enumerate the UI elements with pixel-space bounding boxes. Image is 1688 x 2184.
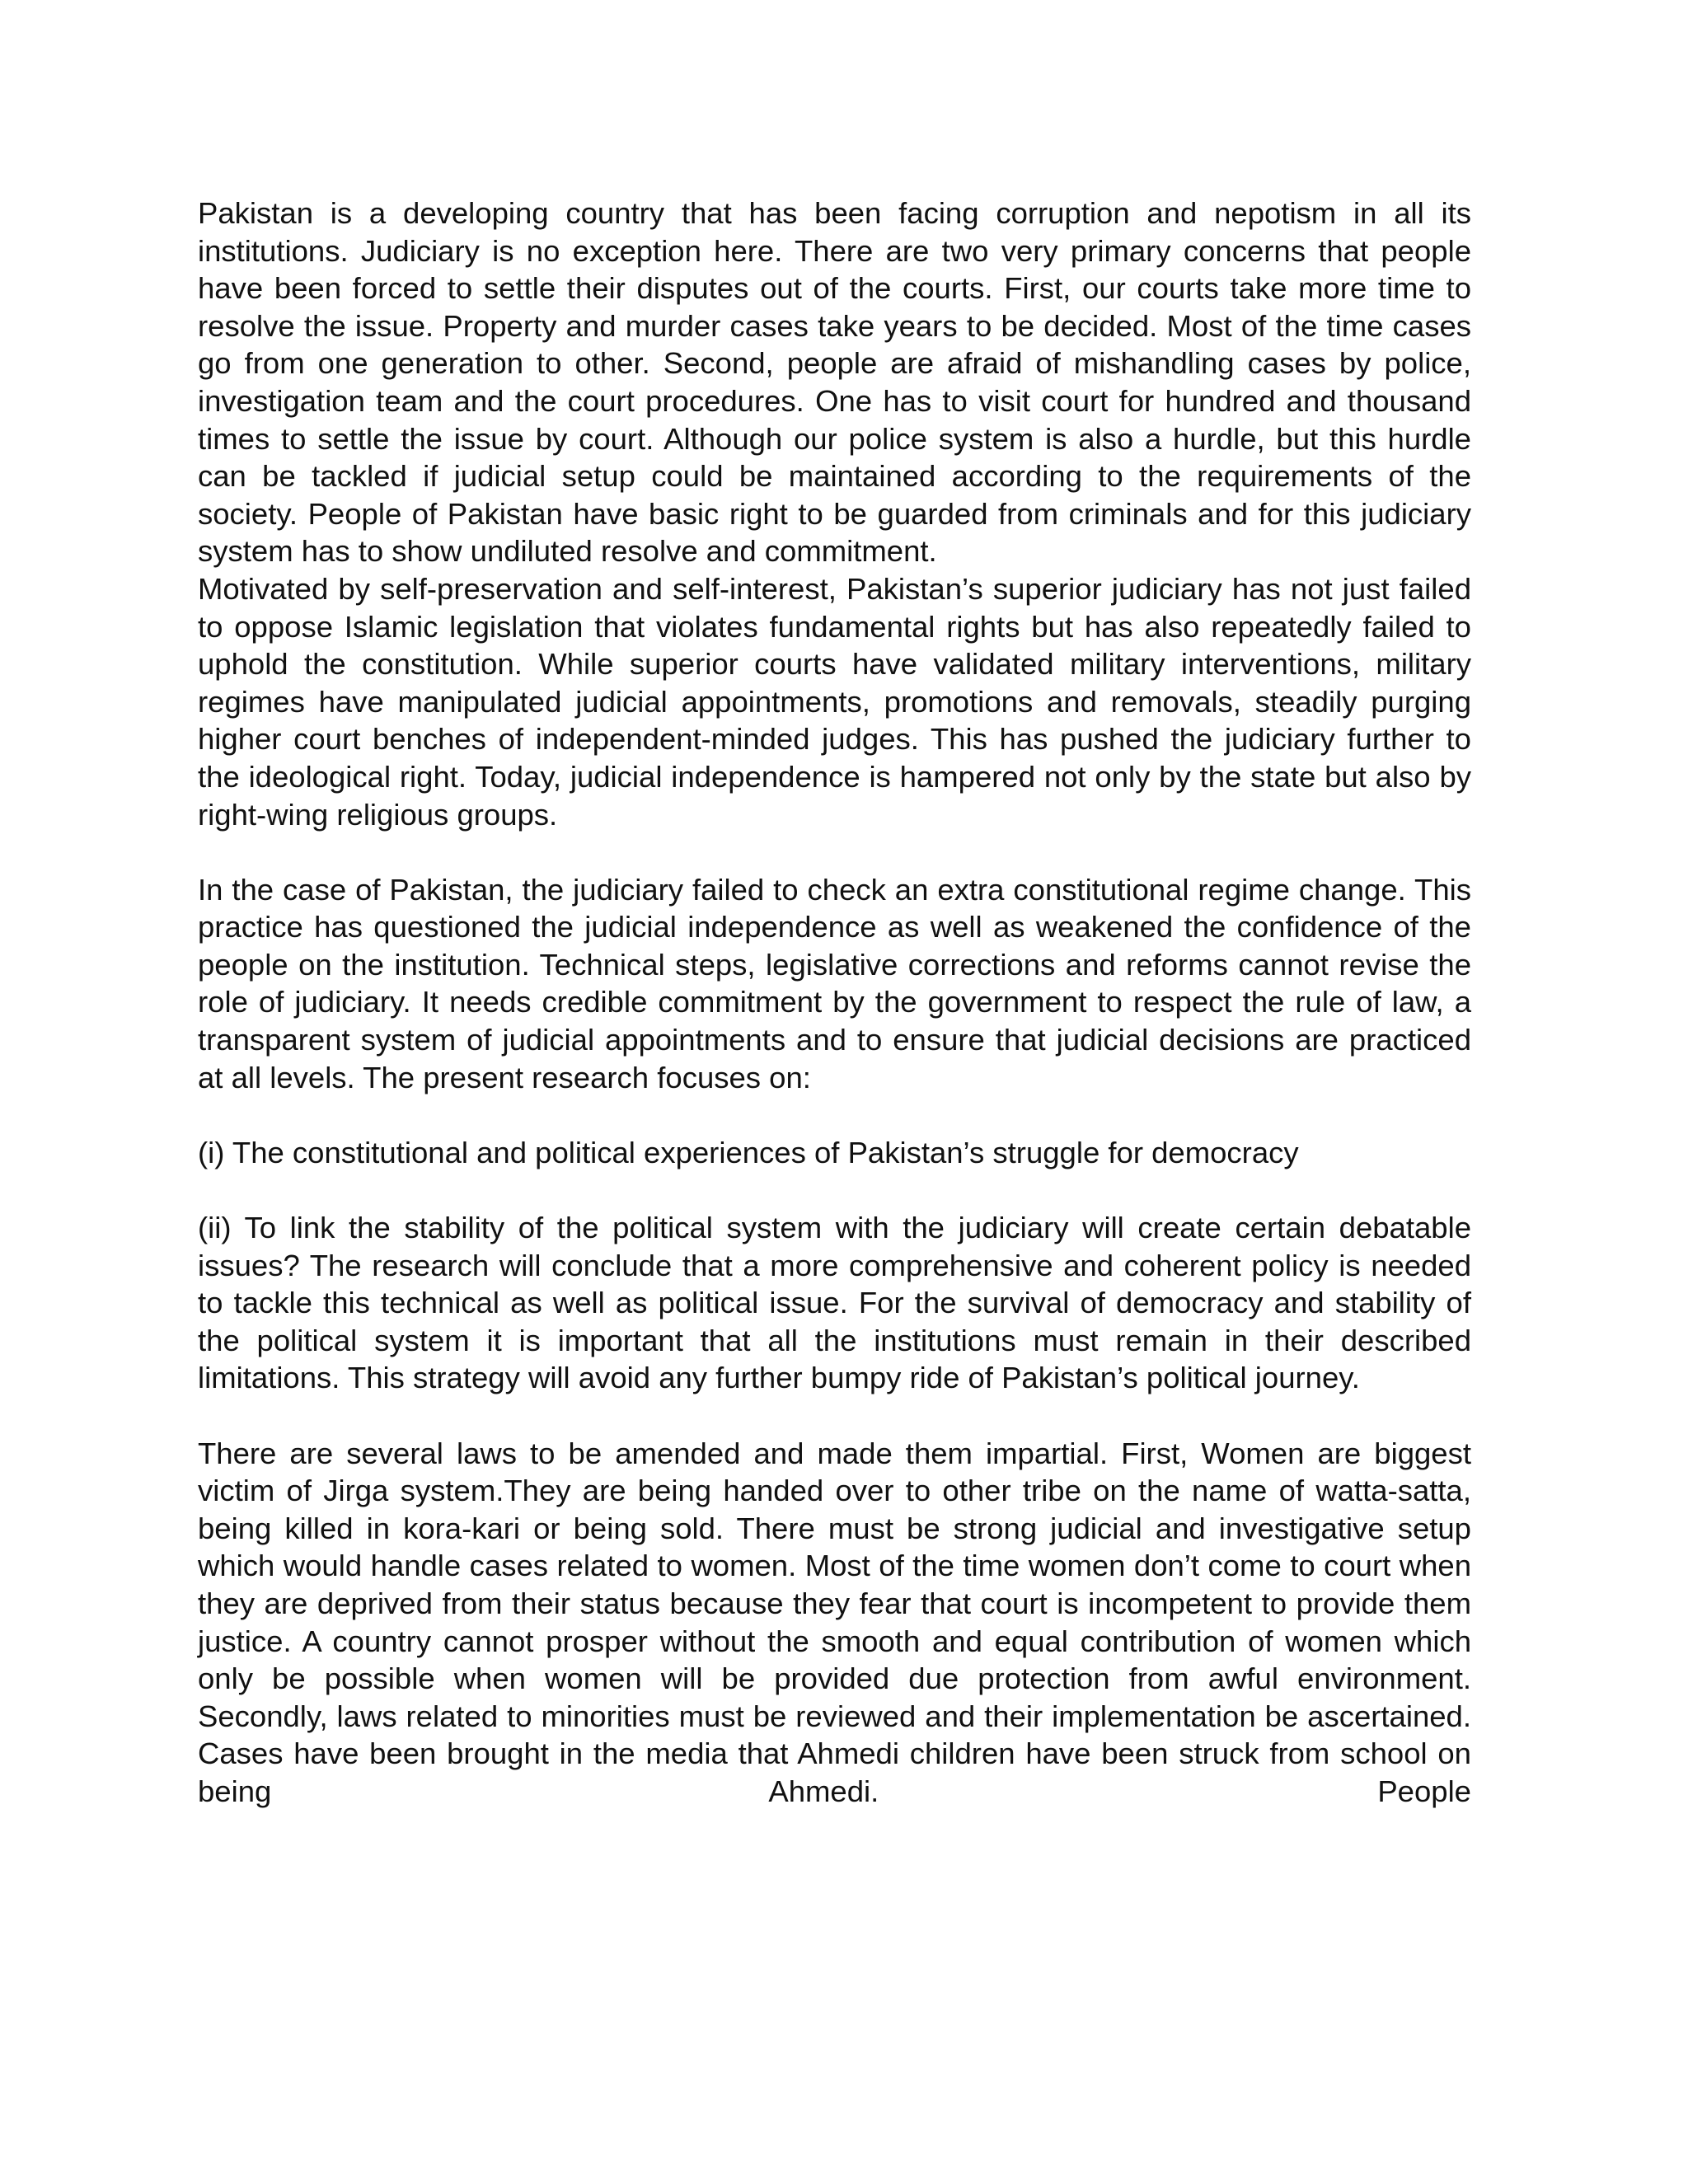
paragraph-gap <box>198 1397 1471 1435</box>
document-body <box>198 194 1471 1811</box>
paragraph-pakistan-corruption: Pakistan is a developing country that has been facing corruption and nepotism in all its institutions. Judiciary is no exception here. There are two very primary concerns that people have been forced to settle their disputes out of the courts. First, our courts take more time to resolve the issue. Property and murder cases take years to be decided. Most of the time cases go from one generation to other. Second, people are afraid of mishandling cases by police, investigation team and the court procedures. One has to visit court for hundred and thousand times to settle the issue by court. Although our police system is also a hurdle, but this hurdle can be tackled if judicial setup could be maintained according to the requirements of the society. People of Pakistan have basic right to be guarded from criminals and for this judiciary system has to show undiluted resolve and commitment. <box>198 196 1471 569</box>
list-item-political-stability: (ii) To link the stability of the political system with the judiciary will create certain debatable issues? The research will conclude that a more comprehensive and coherent policy is needed to tackle this technical as well as political issue. For the survival of democracy and stability of the political system it is important that all the institutions must remain in their described limitations. This strategy will avoid any further bumpy ride of Pakistan’s political journey. <box>198 1211 1471 1395</box>
paragraph-gap <box>198 833 1471 871</box>
list-item-constitutional-experiences: (i) The constitutional and political experiences of Pakistan’s struggle for democracy <box>198 1135 1299 1169</box>
paragraph-gap <box>198 1096 1471 1134</box>
paragraph-judiciary-self-preservation: Motivated by self-preservation and self-interest, Pakistan’s superior judiciary has not just failed to oppose Islamic legislation that violates fundamental rights but has also repeatedly failed to uphold the constitution. While superior courts have validated military interventions, military regimes have manipulated judicial appointments, promotions and removals, steadily purging higher court benches of independent-minded judges. This has pushed the judiciary further to the ideological right. Today, judicial independence is hampered not only by the state but also by right-wing religious groups. <box>198 571 1471 832</box>
paragraph-extra-constitutional-change: In the case of Pakistan, the judiciary failed to check an extra constitutional regime change. This practice has questioned the judicial independence as well as weakened the confidence of the people on the institution. Technical steps, legislative corrections and reforms cannot revise the role of judiciary. It needs credible commitment by the government to respect the rule of law, a transparent system of judicial appointments and to ensure that judicial decisions are practiced at all levels. The present research focuses on: <box>198 872 1471 1094</box>
paragraph-laws-amendment: There are several laws to be amended and made them impartial. First, Women are biggest victim of Jirga system.They are being handed over to other tribe on the name of watta-satta, being killed in kora-kari or being sold. There must be strong judicial and investigative setup which would handle cases related to women. Most of the time women don’t come to court when they are deprived from their status because they fear that court is incompetent to provide them justice. A country cannot prosper without the smooth and equal contribution of women which only be possible when women will be provided due protection from awful environment. Secondly, laws related to minorities must be reviewed and their implementation be ascertained. Cases have been brought in the media that Ahmedi children have been struck from school on being Ahmedi. People <box>198 1436 1471 1808</box>
paragraph-gap <box>198 1171 1471 1209</box>
